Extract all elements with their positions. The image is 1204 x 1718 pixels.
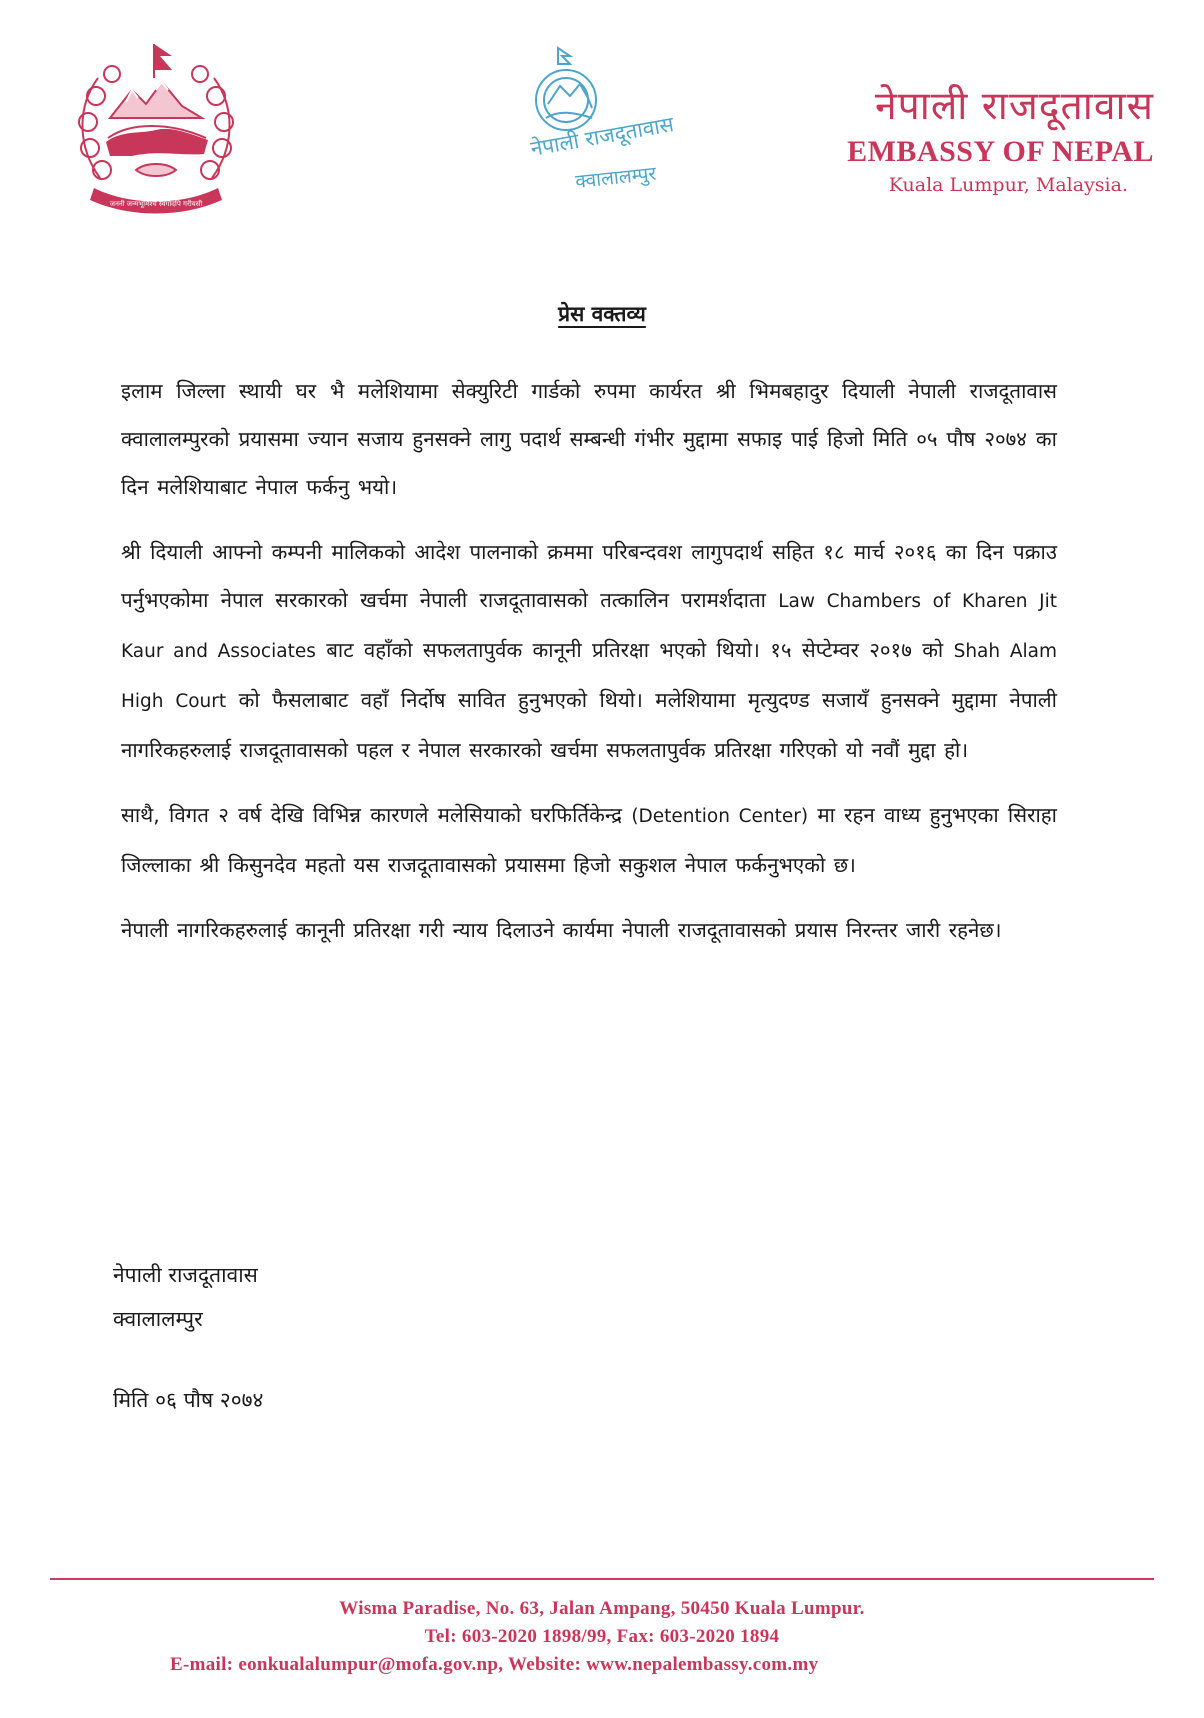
signoff bbox=[113, 1253, 258, 1341]
embassy-stamp-icon bbox=[518, 28, 696, 206]
paragraph-3 bbox=[121, 791, 1057, 889]
court-name: Shah Alam High Court bbox=[121, 641, 1057, 712]
letterhead-location: Kuala Lumpur, Malaysia. bbox=[888, 174, 1128, 196]
footer bbox=[0, 1595, 1204, 1679]
emblem-motto: जननी जन्मभूमिश्च स्वर्गादपि गरीयसी bbox=[109, 200, 203, 208]
nepal-emblem-icon bbox=[70, 38, 242, 218]
letterhead-title-nepali: नेपाली राजदूतावास bbox=[874, 84, 1154, 129]
paragraph-3-part-a: साथै, विगत २ वर्ष देखि विभिन्न कारणले मलेसियाको घरफिर्तिकेन्द्र bbox=[121, 803, 623, 827]
signoff-line-2: क्वालालम्पुर bbox=[113, 1307, 203, 1331]
document-date: मिति ०६ पौष २०७४ bbox=[113, 1388, 264, 1412]
paragraph-2 bbox=[121, 528, 1057, 774]
paragraph-2-part-c: को फैसलाबाट वहाँ निर्दोष सावित हुनुभएको थियो। मलेशियामा मृत्युदण्ड सजायँ हुनसक्ने मुद्दामा नेपाली नागरिकहरुलाई राजदूतावासको पहल र नेपाल सरकारको खर्चमा सफलतापुर्वक प्रतिरक्षा गरिएको यो नवौं मुद्दा हो। bbox=[121, 688, 1057, 762]
paragraph-3-part-b: मा रहन वाध्य हुनुभएका सिराहा जिल्लाका श्री किसुनदेव महतो यस राजदूतावासको प्रयासमा हिजो सकुशल नेपाल फर्कनुभएको छ। bbox=[121, 803, 1057, 877]
letterhead-title-english: EMBASSY OF NEPAL bbox=[847, 135, 1154, 168]
paragraph-2-part-a: श्री दियाली आफ्नो कम्पनी मालिकको आदेश पालनाको क्रममा परिबन्दवश लागुपदार्थ सहित १८ मार्च २०१६ का दिन पक्राउ पर्नुभएकोमा नेपाल सरकारको खर्चमा नेपाली राजदूतावासको तत्कालिन परामर्शदाता bbox=[121, 540, 1057, 612]
footer-contact: E-mail: eonkualalumpur@mofa.gov.np, Website: www.nepalembassy.com.my bbox=[170, 1654, 819, 1675]
document-title: प्रेस वक्तव्य bbox=[558, 302, 646, 326]
footer-address: Wisma Paradise, No. 63, Jalan Ampang, 50450 Kuala Lumpur. bbox=[339, 1598, 865, 1619]
stamp-text: नेपाली राजदूतावास bbox=[528, 112, 676, 161]
stamp-city: क्वालालम्पुर bbox=[574, 162, 658, 193]
law-firm-name: Law Chambers of Kharen Jit Kaur and Associates bbox=[121, 591, 1057, 662]
footer-divider bbox=[50, 1578, 1154, 1580]
paragraph-4: नेपाली नागरिकहरुलाई कानूनी प्रतिरक्षा गरी न्याय दिलाउने कार्यमा नेपाली राजदूतावासको प्रयास निरन्तर जारी रहनेछ। bbox=[121, 918, 1002, 942]
footer-phone: Tel: 603-2020 1898/99, Fax: 603-2020 1894 bbox=[424, 1626, 780, 1647]
document-body bbox=[121, 367, 1057, 971]
paragraph-2-part-b: बाट वहाँको सफलतापुर्वक कानूनी प्रतिरक्षा भएको थियो। १५ सेप्टेम्वर २०१७ को bbox=[326, 638, 944, 662]
detention-center-label: (Detention Center) bbox=[631, 806, 809, 827]
signoff-line-1: नेपाली राजदूतावास bbox=[113, 1263, 258, 1287]
paragraph-1: इलाम जिल्ला स्थायी घर भै मलेशियामा सेक्युरिटी गार्डको रुपमा कार्यरत श्री भिमबहादुर दियाली नेपाली राजदूतावास क्वालालम्पुरको प्रयासमा ज्यान सजाय हुनसक्ने लागु पदार्थ सम्बन्धी गंभीर मुद्दामा सफाइ पाई हिजो मिति ०५ पौष २०७४ का दिन मलेशियाबाट नेपाल फर्कनु भयो। bbox=[121, 379, 1057, 499]
letterhead bbox=[847, 84, 1154, 198]
